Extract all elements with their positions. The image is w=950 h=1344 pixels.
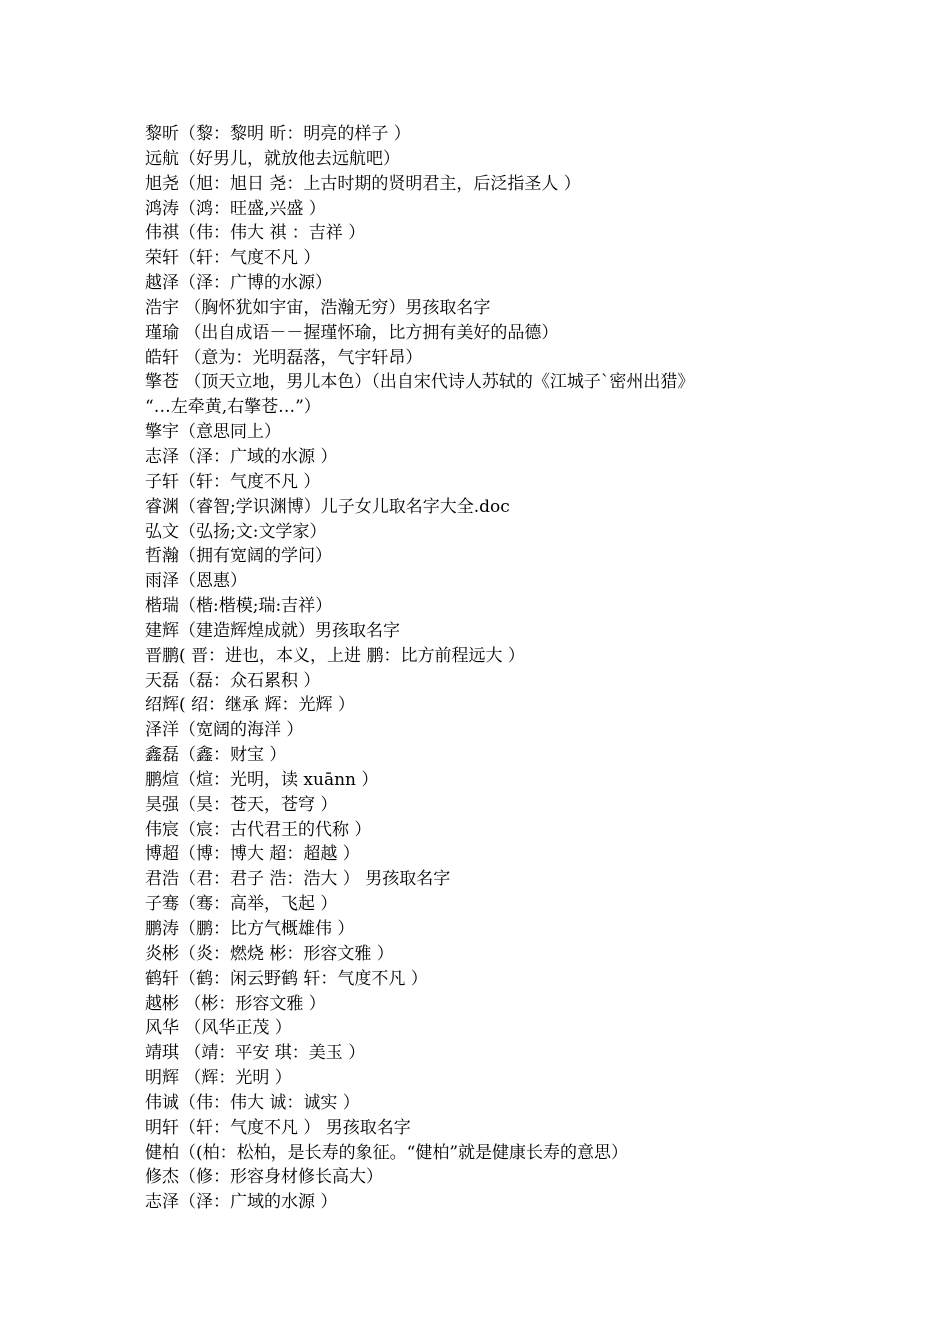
list-item: 晋鹏( 晋：进也，本义，上进 鹏：比方前程远大 ） — [145, 645, 525, 666]
list-item: 哲瀚（拥有宽阔的学问） — [145, 546, 332, 567]
list-item: 雨泽（恩惠） — [145, 571, 247, 592]
list-item: 鑫磊（鑫：财宝 ） — [145, 745, 287, 766]
list-item: 靖琪 （靖：平安 琪：美玉 ） — [145, 1043, 366, 1064]
name-list — [145, 122, 845, 1215]
list-item: 擎苍 （顶天立地，男儿本色）（出自宋代诗人苏轼的《江城子`密州出猎》 — [145, 372, 695, 393]
list-item: 擎宇（意思同上） — [145, 422, 281, 443]
list-item: 瑾瑜 （出自成语－－握瑾怀瑜，比方拥有美好的品德） — [145, 322, 559, 343]
list-item: 修杰（修：形容身材修长高大） — [145, 1167, 383, 1188]
list-item: 越泽（泽：广博的水源） — [145, 273, 332, 294]
list-item: 越彬 （彬：形容文雅 ） — [145, 993, 326, 1014]
list-item: 建辉（建造辉煌成就）男孩取名字 — [145, 620, 400, 641]
list-item: 浩宇 （胸怀犹如宇宙，浩瀚无穷）男孩取名字 — [145, 297, 491, 318]
list-item: 旭尧（旭：旭日 尧：上古时期的贤明君主，后泛指圣人 ） — [145, 173, 581, 194]
list-item: 志泽（泽：广域的水源 ） — [145, 446, 338, 467]
list-item: 鹏涛（鹏：比方气概雄伟 ） — [145, 919, 355, 939]
list-item: 远航（好男儿，就放他去远航吧） — [145, 148, 400, 169]
list-item: 伟宸（宸：古代君王的代称 ） — [145, 819, 372, 840]
list-item: 风华 （风华正茂 ） — [145, 1018, 292, 1039]
list-item: 泽洋（宽阔的海洋 ） — [145, 720, 304, 741]
list-item: 子骞（骞：高举，飞起 ） — [145, 894, 338, 915]
list-item: 伟诚（伟：伟大 诚：诚实 ） — [145, 1092, 360, 1113]
list-item: 弘文（弘扬;文:文学家） — [145, 521, 327, 542]
list-item: 楷瑞（楷:楷模;瑞:吉祥） — [145, 596, 333, 617]
list-item: 明轩（轩：气度不凡 ） 男孩取名字 — [145, 1117, 411, 1138]
list-item: 君浩（君：君子 浩：浩大 ） 男孩取名字 — [145, 869, 451, 890]
list-item: 鹤轩（鹤：闲云野鹤 轩：气度不凡 ） — [145, 968, 428, 989]
list-item: 皓轩 （意为：光明磊落，气宇轩昂） — [145, 347, 423, 368]
list-item: 子轩（轩：气度不凡 ） — [145, 471, 321, 492]
list-item: 伟祺（伟：伟大 祺 ：吉祥 ） — [145, 223, 366, 244]
list-item: 昊强（昊：苍天，苍穹 ） — [145, 794, 338, 815]
list-item: 鹏煊（煊：光明，读 xuānn ） — [145, 769, 379, 790]
list-item: 鸿涛（鸿：旺盛,兴盛 ） — [145, 198, 326, 219]
list-item: 睿渊（睿智;学识渊博）儿子女儿取名字大全.doc — [145, 496, 510, 517]
list-item-continuation: “…左牵黄,右擎苍…”） — [145, 397, 321, 418]
list-item: 炎彬（炎：燃烧 彬：形容文雅 ） — [145, 943, 394, 964]
list-item: 天磊（磊：众石累积 ） — [145, 670, 321, 691]
list-item: 荣轩（轩：气度不凡 ） — [145, 248, 321, 269]
list-item: 博超（博：博大 超：超越 ） — [145, 844, 360, 865]
list-item: 黎昕（黎：黎明 昕：明亮的样子 ） — [145, 124, 411, 144]
list-item: 健柏（(柏：松柏，是长寿的象征。“健柏”就是健康长寿的意思） — [145, 1142, 629, 1163]
list-item: 绍辉( 绍：继承 辉：光辉 ） — [145, 695, 355, 716]
list-item: 志泽（泽：广域的水源 ） — [145, 1192, 338, 1213]
list-item: 明辉 （辉：光明 ） — [145, 1068, 292, 1089]
